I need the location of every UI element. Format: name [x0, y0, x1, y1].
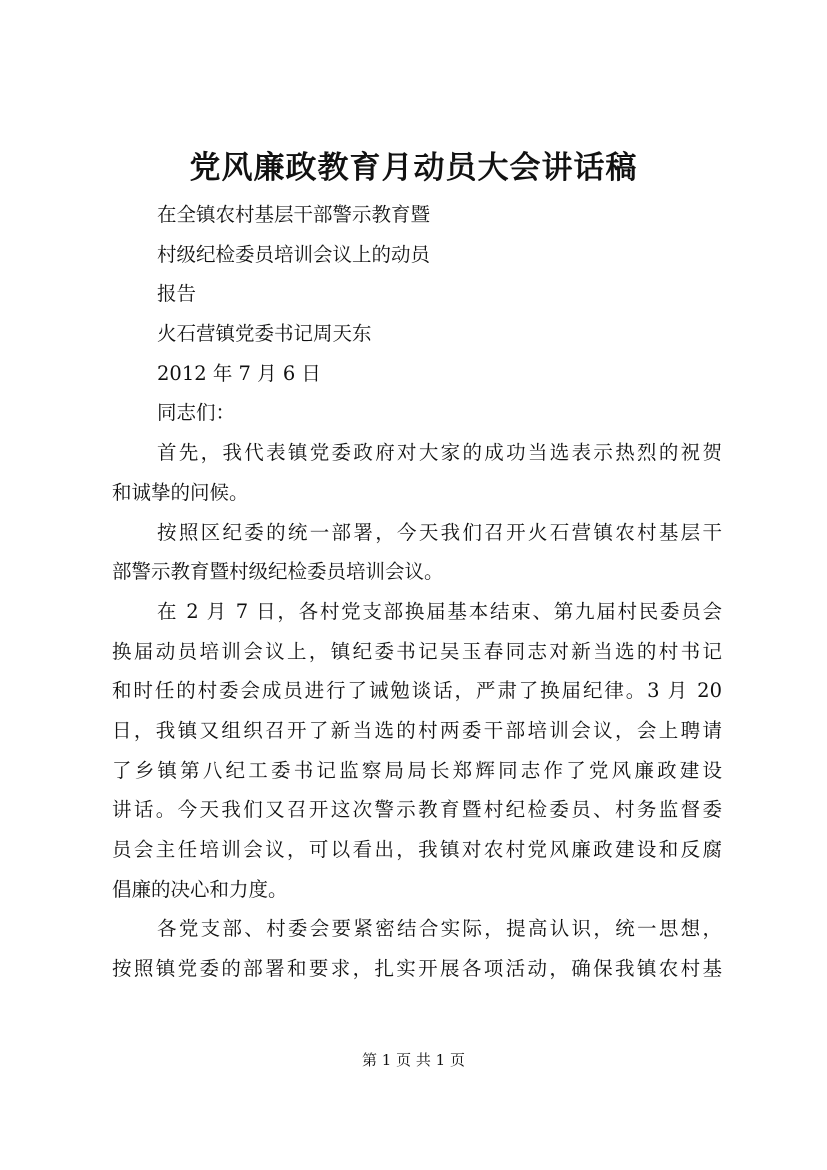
body-line: 换届动员培训会议上，镇纪委书记吴玉春同志对新当选的村书记 [112, 639, 722, 663]
body-line: 部警示教育暨村级纪检委员培训会议。 [112, 560, 444, 584]
body-line: 了乡镇第八纪工委书记监察局局长郑辉同志作了党风廉政建设 [112, 758, 722, 782]
body-line: 讲话。今天我们又召开这次警示教育暨村纪检委员、村务监督委 [112, 798, 722, 822]
body-line: 按照区纪委的统一部署，今天我们召开火石营镇农村基层干 [157, 520, 722, 544]
body-line: 各党支部、村委会要紧密结合实际，提高认识，统一思想， [157, 917, 722, 941]
body-line: 在全镇农村基层干部警示教育暨 [157, 203, 431, 226]
page-footer: 第 1 页 共 1 页 [362, 1051, 465, 1069]
body-line: 首先，我代表镇党委政府对大家的成功当选表示热烈的祝贺 [157, 441, 722, 465]
document-body [112, 195, 722, 989]
body-line: 报告 [157, 282, 197, 306]
body-line: 员会主任培训会议，可以看出，我镇对农村党风廉政建设和反腐 [112, 838, 722, 861]
body-line: 和时任的村委会成员进行了诫勉谈话，严肃了换届纪律。3 月 20 [112, 679, 722, 703]
body-line: 火石营镇党委书记周天东 [157, 322, 372, 346]
body-line: 按照镇党委的部署和要求，扎实开展各项活动，确保我镇农村基 [112, 957, 722, 981]
body-line: 村级纪检委员培训会议上的动员 [157, 242, 431, 266]
body-line: 倡廉的决心和力度。 [112, 877, 288, 901]
document-title: 党风廉政教育月动员大会讲话稿 [189, 150, 638, 186]
body-line: 和诚挚的问候。 [112, 480, 249, 504]
body-line: 在 2 月 7 日，各村党支部换届基本结束、第九届村民委员会 [157, 599, 722, 623]
body-line: 日，我镇又组织召开了新当选的村两委干部培训会议，会上聘请 [112, 718, 722, 742]
salutation: 同志们： [157, 401, 236, 425]
body-line: 2012 年 7 月 6 日 [157, 361, 321, 385]
